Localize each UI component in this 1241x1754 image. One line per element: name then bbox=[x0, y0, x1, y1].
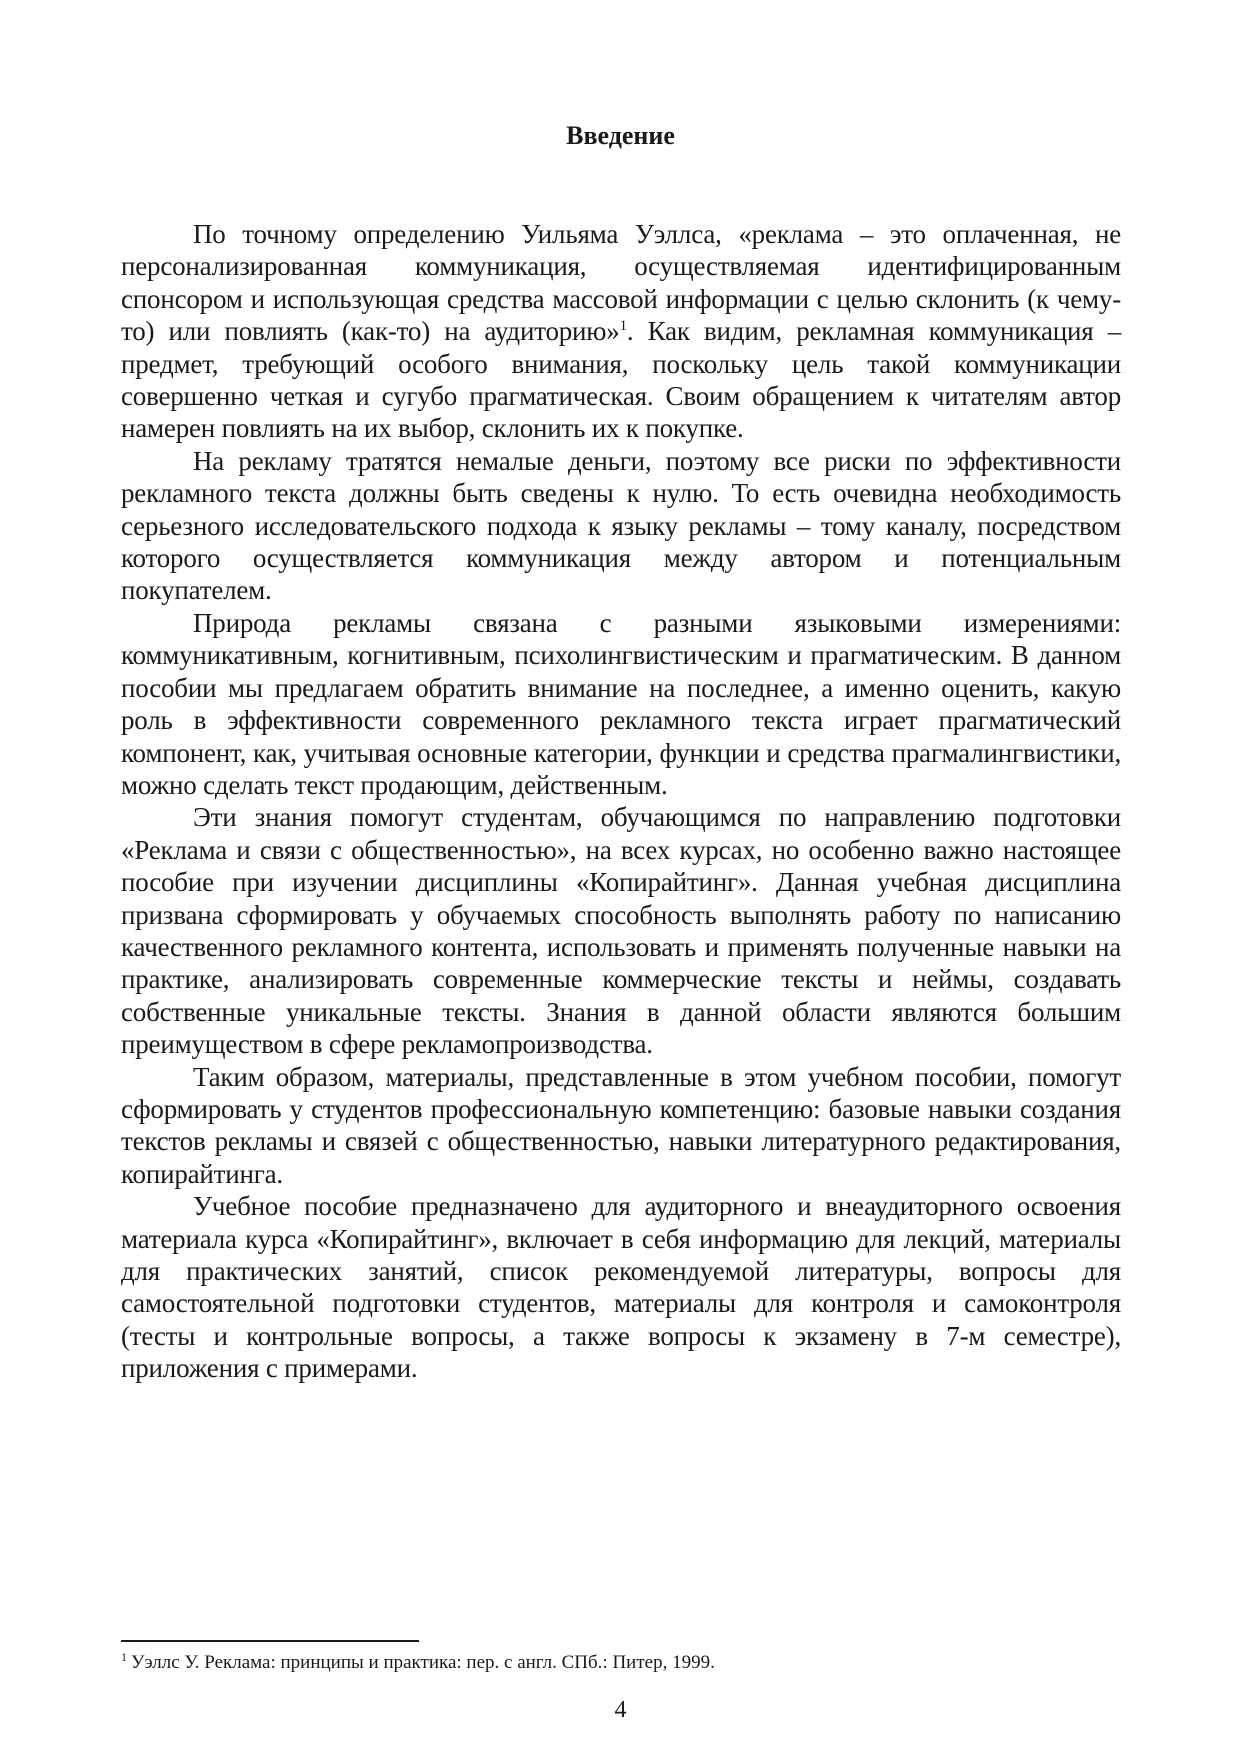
paragraph-1-continuation: . Как видим, рекламная коммуникация – предмет, требующий особого внимания, поскольку цель такой коммуникации совершенно четкая и сугубо прагматическая. Своим обращением к читателям автор намерен повлиять на их выбор, склонить их к покупке. bbox=[121, 316, 1121, 444]
page-number: 4 bbox=[614, 1697, 627, 1723]
paragraph-1 bbox=[121, 218, 1121, 445]
paragraph-5: Таким образом, материалы, представленные в этом учебном пособии, помогут сформировать у студентов профессиональную компетенцию: базовые навыки создания текстов рекламы и связей с общественностью, навыки литературного редактирования, копирайтинга. bbox=[121, 1061, 1121, 1189]
paragraph-6: Учебное пособие предназначено для аудиторного и внеаудиторного освоения материала курса «Копирайтинг», включает в себя информацию для лекций, материалы для практических занятий, список рекомендуемой литературы, вопросы для самостоятельной подготовки студентов, материалы для контроля и самоконтроля (тесты и контрольные вопросы, а также вопросы к экзамену в 7-м семестре), приложения с примерами. bbox=[121, 1191, 1121, 1384]
paragraph-2: На рекламу тратятся немалые деньги, поэтому все риски по эффективности рекламного текста должны быть сведены к нулю. То есть очевидна необходимость серьезного исследовательского подхода к языку рекламы – тому каналу, посредством которого осуществляется коммуникация между автором и потенциальным покупателем. bbox=[121, 445, 1121, 606]
paragraph-3: Природа рекламы связана с разными языковыми измерениями: коммуникативным, когнитивным, психолингвистическим и прагматическим. В данном пособии мы предлагаем обратить внимание на последнее, а именно оценить, какую роль в эффективности современного рекламного текста играет прагматический компонент, как, учитывая основные категории, функции и средства прагмалингвистики, можно сделать текст продающим, действенным. bbox=[121, 607, 1121, 800]
page-title: Введение bbox=[566, 121, 675, 150]
body-text bbox=[121, 218, 1121, 1385]
footnote bbox=[121, 1651, 1121, 1675]
footnote-separator bbox=[121, 1640, 419, 1642]
paragraph-4: Эти знания помогут студентам, обучающимся по направлению подготовки «Реклама и связи с общественностью», на всех курсах, но особенно важно настоящее пособие при изучении дисциплины «Копирайтинг». Данная учебная дисциплина призвана сформировать у обучаемых способность выполнять работу по написанию качественного рекламного контента, использовать и применять полученные навыки на практике, анализировать современные коммерческие тексты и неймы, создавать собственные уникальные тексты. Знания в данной области являются большим преимуществом в сфере рекламопроизводства. bbox=[121, 802, 1121, 1060]
footnote-reference: 1 bbox=[619, 318, 627, 335]
footnote-text: Уэллс У. Реклама: принципы и практика: пер. с англ. СПб.: Питер, 1999. bbox=[131, 1652, 715, 1673]
paragraph-1-text: По точному определению Уильяма Уэллса, «реклама – это оплаченная, не персонализированная коммуникация, осуществляемая идентифицированным спонсором и использующая средства массовой информации с целью склонить (к чему-то) или повлиять (как-то) на аудиторию» bbox=[121, 219, 1121, 347]
footnote-mark: 1 bbox=[121, 1649, 127, 1664]
